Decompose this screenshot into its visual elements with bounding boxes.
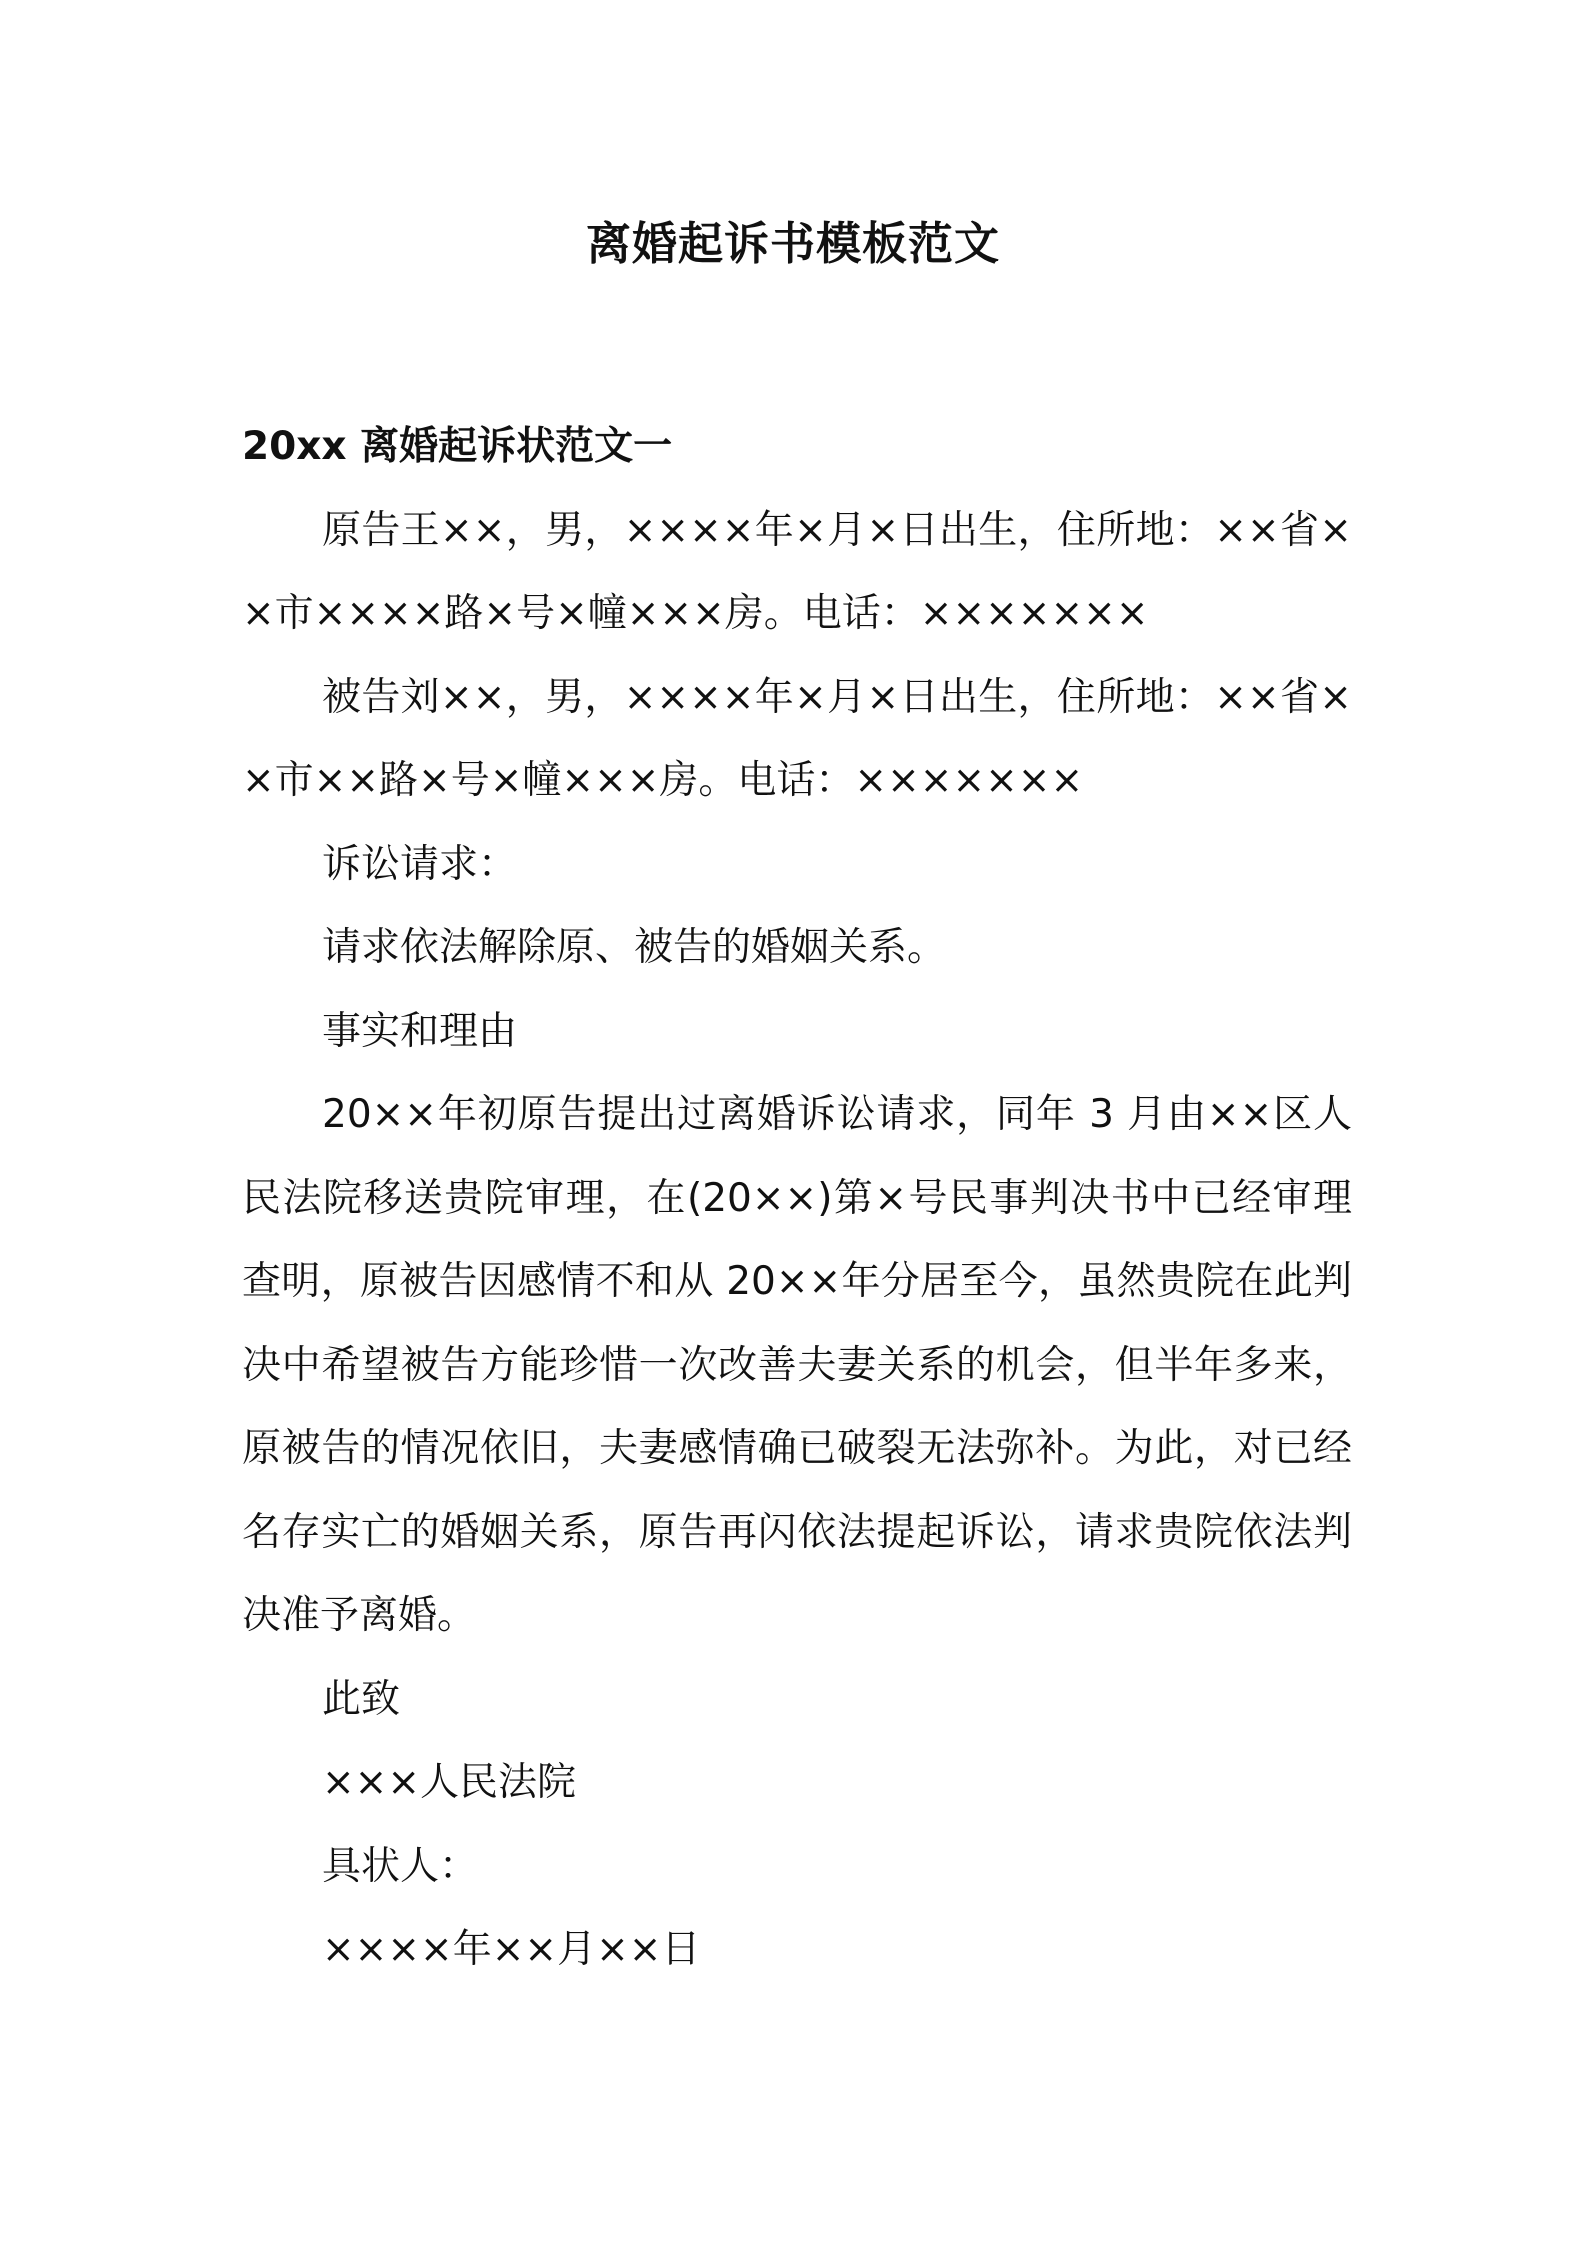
plaintiff-paragraph: 原告王××，男，××××年×月×日出生，住所地：××省××市××××路×号×幢×××房。电话：××××××× xyxy=(242,507,1352,636)
claims-text: 请求依法解除原、被告的婚姻关系。 xyxy=(322,925,947,970)
defendant-paragraph: 被告刘××，男，××××年×月×日出生，住所地：××省××市××路×号×幢×××房。电话：××××××× xyxy=(242,674,1352,803)
document-title: 离婚起诉书模板范文 xyxy=(585,217,1000,270)
document-body xyxy=(242,405,1352,1992)
closing-salutation: 此致 xyxy=(322,1676,401,1722)
claims-label: 诉讼请求： xyxy=(322,841,518,887)
signer-label: 具状人： xyxy=(322,1843,479,1889)
facts-paragraph: 20××年初原告提出过离婚诉讼请求，同年 3 月由××区人民法院移送贵院审理，在(20××)第×号民事判决书中已经审理查明，原被告因感情不和从 20××年分居至今，虽然贵院在此判决中希望被告方能珍惜一次改善夫妻关系的机会，但半年多来，原被告的情况依旧，夫妻感情确已破裂无法弥补。为此，对已经名存实亡的婚姻关系，原告再闪依法提起诉讼，请求贵院依法判决准予离婚。 xyxy=(242,1092,1352,1638)
facts-label: 事实和理由 xyxy=(322,1008,518,1054)
section-heading: 20xx 离婚起诉状范文一 xyxy=(242,424,673,469)
document-date: ××××年××月××日 xyxy=(322,1927,701,1972)
court-name: ×××人民法院 xyxy=(322,1760,577,1805)
